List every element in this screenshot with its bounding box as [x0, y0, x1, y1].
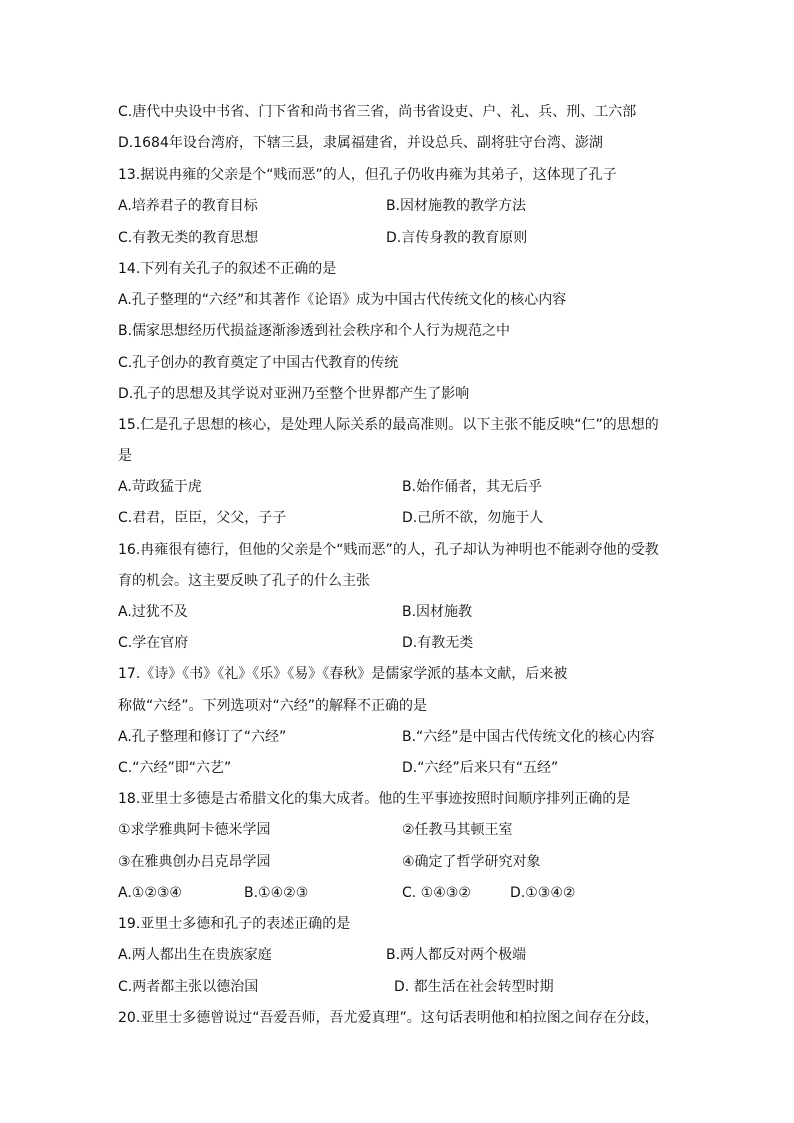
- question-18-option-b: B.①④②③: [244, 885, 309, 901]
- question-19-option-b: B.两人都反对两个极端: [386, 947, 527, 963]
- question-15-option-a: A.苛政猛于虎: [118, 479, 202, 495]
- option-c-tang: C.唐代中央设中书省、门下省和尚书省三省，尚书省设吏、户、礼、兵、刑、工六部: [118, 104, 637, 120]
- question-18-item-2: ②任教马其顿王室: [402, 822, 513, 838]
- question-19-option-c: C.两者都主张以德治国: [118, 979, 259, 995]
- question-19-option-a: A.两人都出生在贵族家庭: [118, 947, 272, 963]
- question-14-option-c: C.孔子创办的教育奠定了中国古代教育的传统: [118, 355, 399, 371]
- question-14-stem: 14.下列有关孔子的叙述不正确的是: [118, 261, 337, 277]
- question-13-option-c: C.有教无类的教育思想: [118, 230, 259, 246]
- question-13-option-d: D.言传身教的教育原则: [386, 230, 528, 246]
- question-14-option-d: D.孔子的思想及其学说对亚洲乃至整个世界都产生了影响: [118, 386, 470, 402]
- question-15-option-d: D.己所不欲，勿施于人: [402, 510, 544, 526]
- question-14-option-b: B.儒家思想经历代损益逐渐渗透到社会秩序和个人行为规范之中: [118, 323, 511, 339]
- question-18-option-a: A.①②③④: [118, 885, 182, 901]
- question-18-item-4: ④确定了哲学研究对象: [402, 854, 541, 870]
- question-18-item-3: ③在雅典创办吕克昂学园: [118, 854, 271, 870]
- question-17-option-a: A.孔子整理和修订了“六经”: [118, 729, 287, 745]
- question-15-option-b: B.始作俑者，其无后乎: [402, 479, 543, 495]
- question-17-option-d: D.“六经”后来只有“五经”: [402, 760, 559, 776]
- question-14-option-a: A.孔子整理的“六经”和其著作《论语》成为中国古代传统文化的核心内容: [118, 292, 567, 308]
- question-16-option-c: C.学在官府: [118, 635, 189, 651]
- question-18-option-d: D.①③④②: [510, 885, 576, 901]
- question-17-stem-line-2: 称做“六经”。下列选项对“六经”的解释不正确的是: [118, 698, 428, 714]
- question-16-option-d: D.有教无类: [402, 635, 474, 651]
- question-13-stem: 13.据说冉雍的父亲是个“贱而恶”的人，但孔子仍收冉雍为其弟子，这体现了孔子: [118, 167, 617, 183]
- question-20-stem: 20.亚里士多德曾说过“吾爱吾师，吾尤爱真理”。这句话表明他和柏拉图之间存在分歧，: [118, 1010, 659, 1026]
- question-15-stem-line-2: 是: [118, 448, 132, 464]
- question-13-option-a: A.培养君子的教育目标: [118, 198, 258, 214]
- question-18-item-1: ①求学雅典阿卡德米学园: [118, 822, 271, 838]
- question-13-option-b: B.因材施教的教学方法: [386, 198, 527, 214]
- question-16-stem-line-1: 16.冉雍很有德行，但他的父亲是个“贱而恶”的人，孔子却认为神明也不能剥夺他的受教: [118, 542, 659, 558]
- question-17-option-c: C.“六经”即“六艺”: [118, 760, 232, 776]
- question-19-stem: 19.亚里士多德和孔子的表述正确的是: [118, 916, 351, 932]
- question-16-option-b: B.因材施教: [402, 604, 473, 620]
- option-d-1684: D.1684年设台湾府，下辖三县，隶属福建省，并设总兵、副将驻守台湾、澎湖: [118, 135, 603, 151]
- question-17-option-b: B.“六经”是中国古代传统文化的核心内容: [402, 729, 655, 745]
- question-18-stem: 18.亚里士多德是古希腊文化的集大成者。他的生平事迹按照时间顺序排列正确的是: [118, 791, 631, 807]
- question-17-stem-line-1: 17.《诗》《书》《礼》《乐》《易》《春秋》是儒家学派的基本文献，后来被: [118, 666, 568, 682]
- question-16-option-a: A.过犹不及: [118, 604, 188, 620]
- question-19-option-d: D. 都生活在社会转型时期: [394, 979, 554, 995]
- question-16-stem-line-2: 育的机会。这主要反映了孔子的什么主张: [118, 573, 370, 589]
- question-15-option-c: C.君君，臣臣，父父，子子: [118, 510, 287, 526]
- question-18-option-c: C. ①④③②: [402, 885, 471, 901]
- question-15-stem-line-1: 15.仁是孔子思想的核心，是处理人际关系的最高准则。以下主张不能反映“仁”的思想的: [118, 417, 659, 433]
